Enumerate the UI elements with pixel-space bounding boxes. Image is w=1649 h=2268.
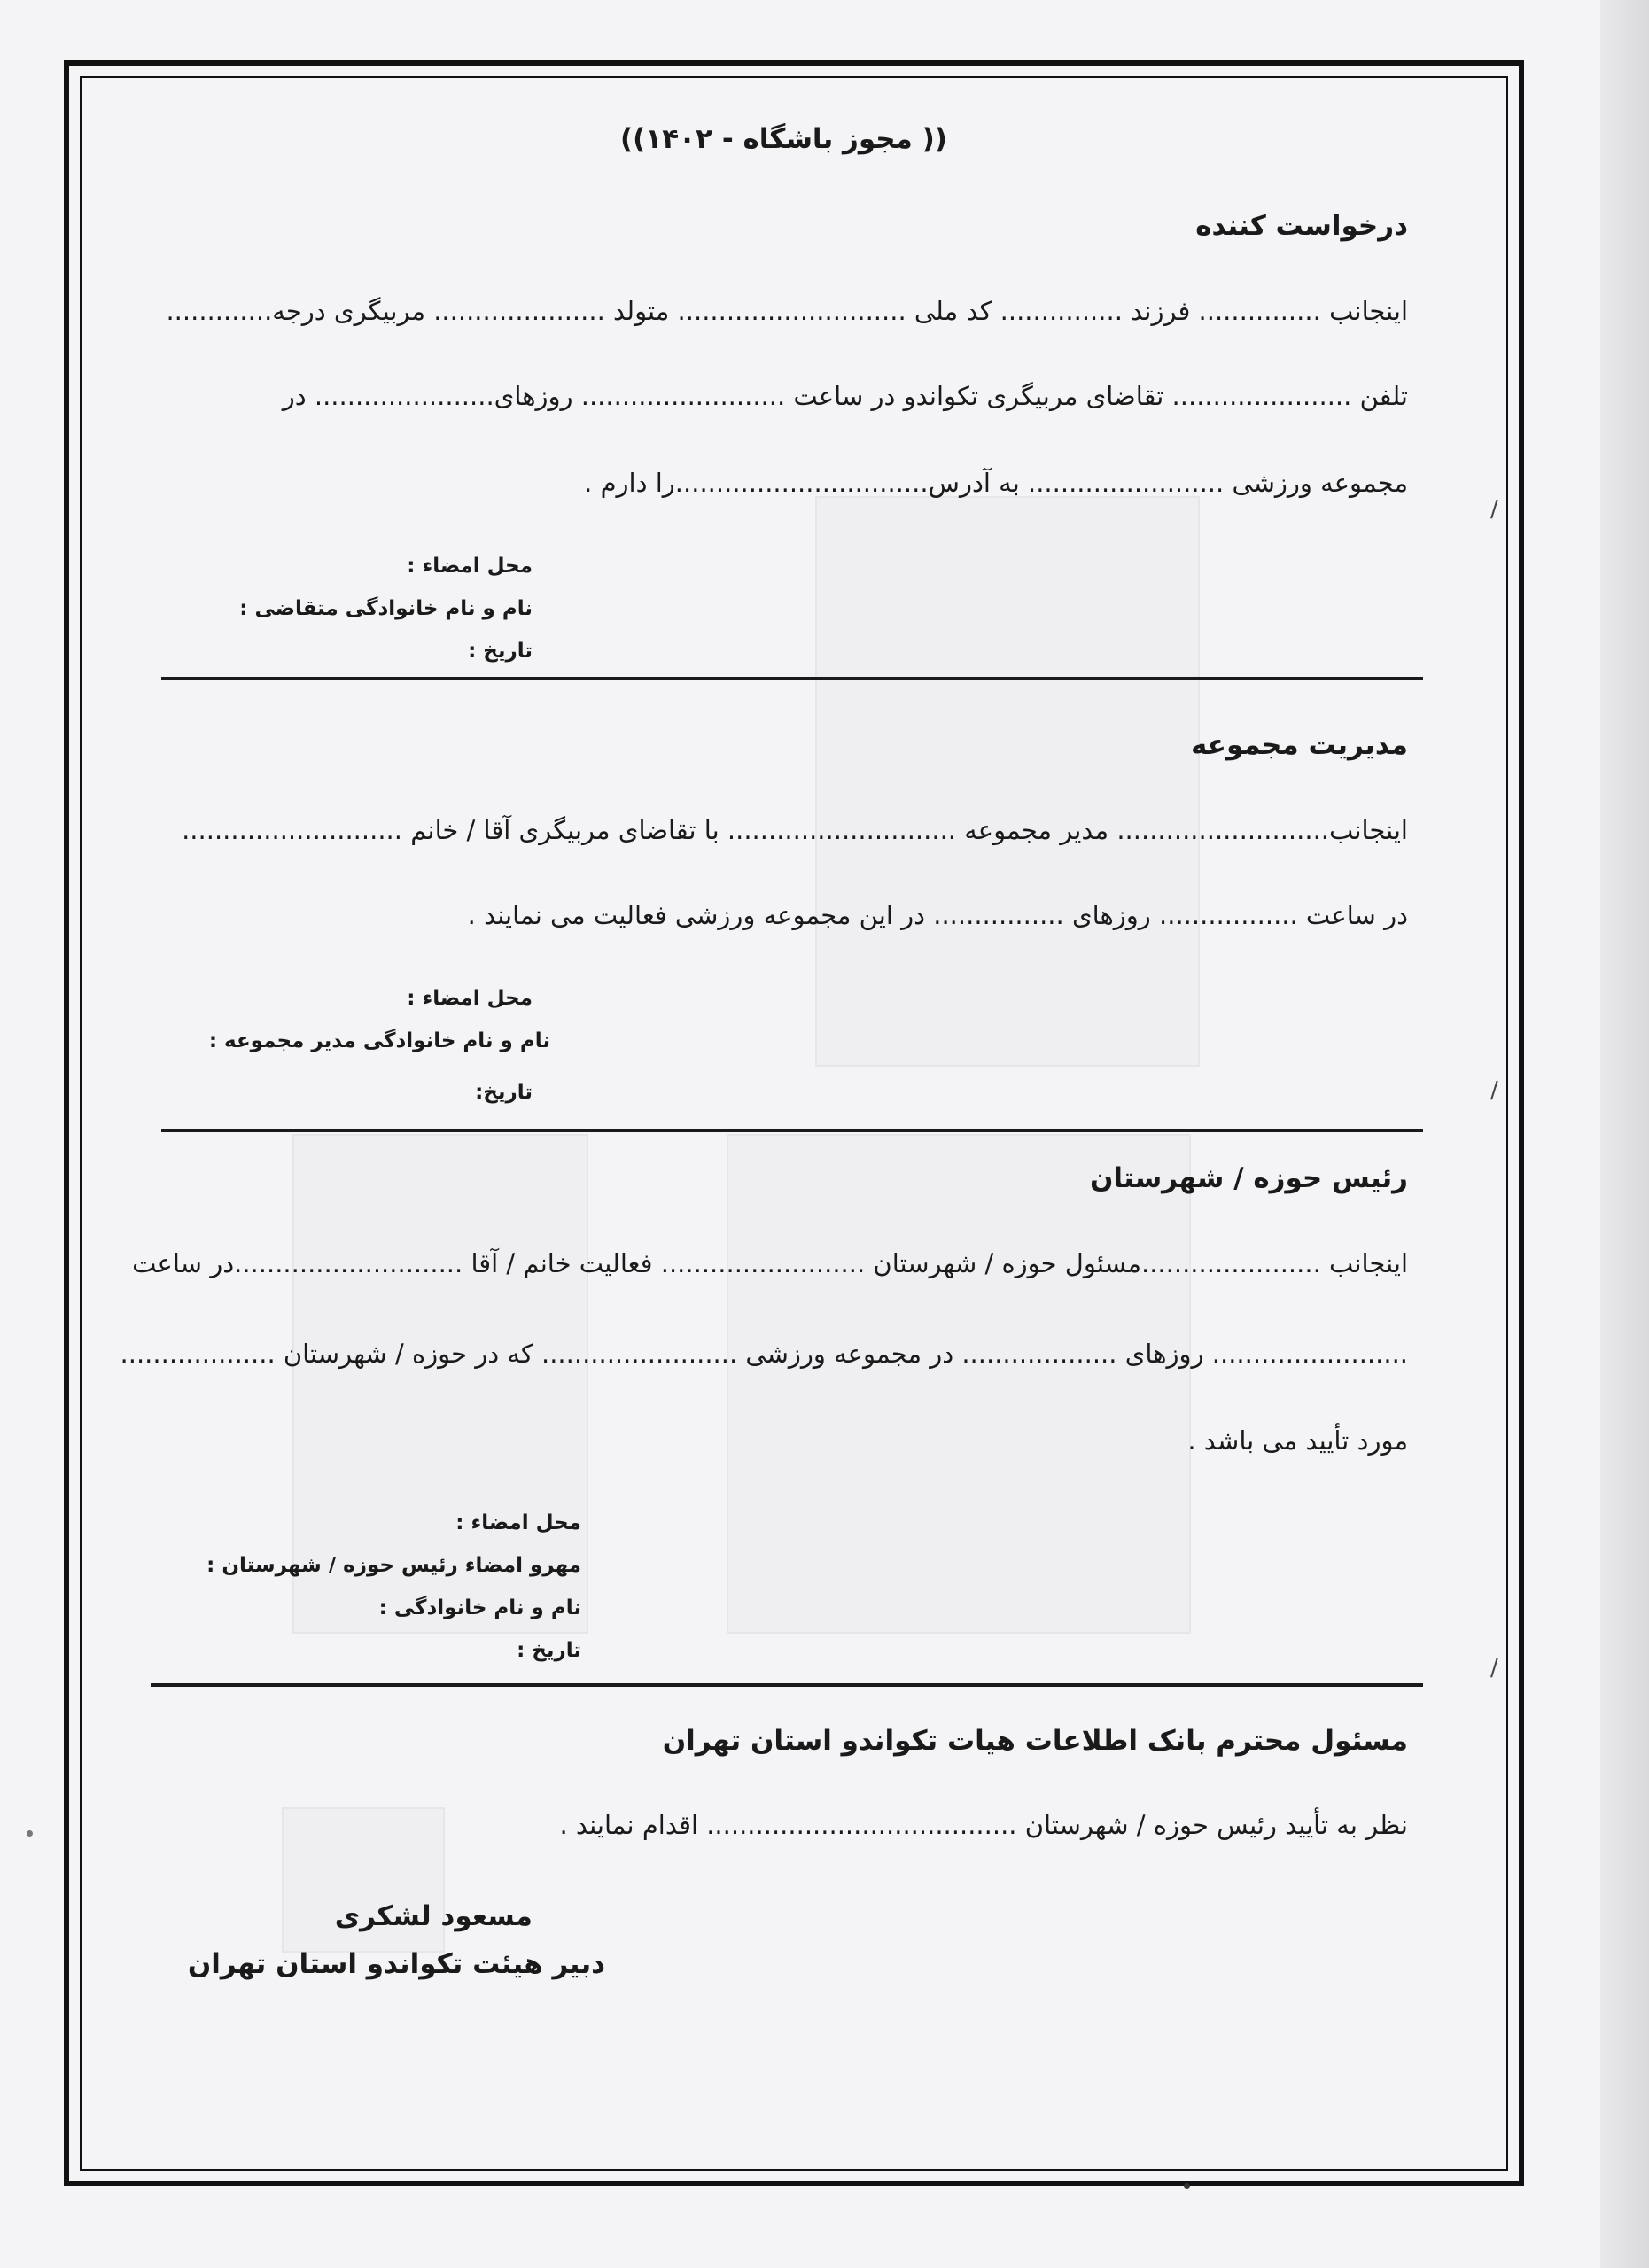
district-line-1: اینجانب ......................مسئول حوزه / شهرستان ......................... فعالیت خانم / آقا ............................در ساعت [132,1248,1408,1278]
applicant-signature-place: محل امضاء : [407,555,533,578]
management-date: تاریخ: [475,1081,533,1104]
applicant-full-name: نام و نام خانوادگی متقاضی : [239,597,533,620]
ink-dot [27,1830,33,1837]
management-full-name: نام و نام خانوادگی مدیر مجموعه : [208,1029,550,1052]
district-seal-signature: مهرو امضاء رئیس حوزه / شهرستان : [206,1554,581,1577]
margin-mark: / [1490,1655,1498,1682]
management-line-1: اینجانب.......................... مدیر مجموعه ............................ با تقاضای مربیگری آقا / خانم ........................... [182,815,1408,845]
district-full-name: نام و نام خانوادگی : [378,1596,581,1619]
bank-line-1: نظر به تأیید رئیس حوزه / شهرستان ...................................... اقدام نمایند . [559,1810,1408,1840]
management-line-2: در ساعت ................. روزهای ................ در این مجموعه ورزشی فعالیت می نمایند . [467,900,1408,930]
margin-mark: / [1490,496,1498,523]
district-signature-place: محل امضاء : [455,1511,581,1534]
applicant-line-2: تلفن ...................... تقاضای مربیگری تکواندو در ساعت ......................... روزهای...................... در [282,381,1408,411]
section-divider [161,677,1423,680]
bank-heading: مسئول محترم بانک اطلاعات هیات تکواندو استان تهران [662,1725,1408,1757]
district-heading: رئیس حوزه / شهرستان [1089,1162,1408,1194]
district-line-3: مورد تأیید می باشد . [1187,1425,1408,1456]
applicant-line-1: اینجانب ............... فرزند ............... کد ملی ............................ متولد ..................... مربیگری درجه............. [166,296,1408,326]
section-divider [161,1129,1423,1132]
section-divider [151,1683,1423,1687]
paper-edge [1600,0,1649,2268]
applicant-line-3: مجموعه ورزشی ........................ به آدرس...............................را دارم . [584,468,1408,498]
margin-mark: / [1490,1077,1498,1104]
district-date: تاریخ : [517,1639,581,1662]
management-signature-place: محل امضاء : [407,987,533,1010]
signer-name: مسعود لشکری [334,1900,533,1932]
signer-title: دبیر هیئت تکواندو استان تهران [187,1948,605,1980]
applicant-date: تاریخ : [468,640,533,663]
management-heading: مدیریت مجموعه [1190,729,1408,761]
ink-dot [1184,2183,1190,2189]
form-title: (( مجوز باشگاه - ۱۴۰۲)) [620,123,947,155]
district-line-2: ........................ روزهای ................... در مجموعه ورزشی ........................ که در حوزه / شهرستان ................... [120,1339,1408,1369]
applicant-heading: درخواست کننده [1195,210,1408,242]
